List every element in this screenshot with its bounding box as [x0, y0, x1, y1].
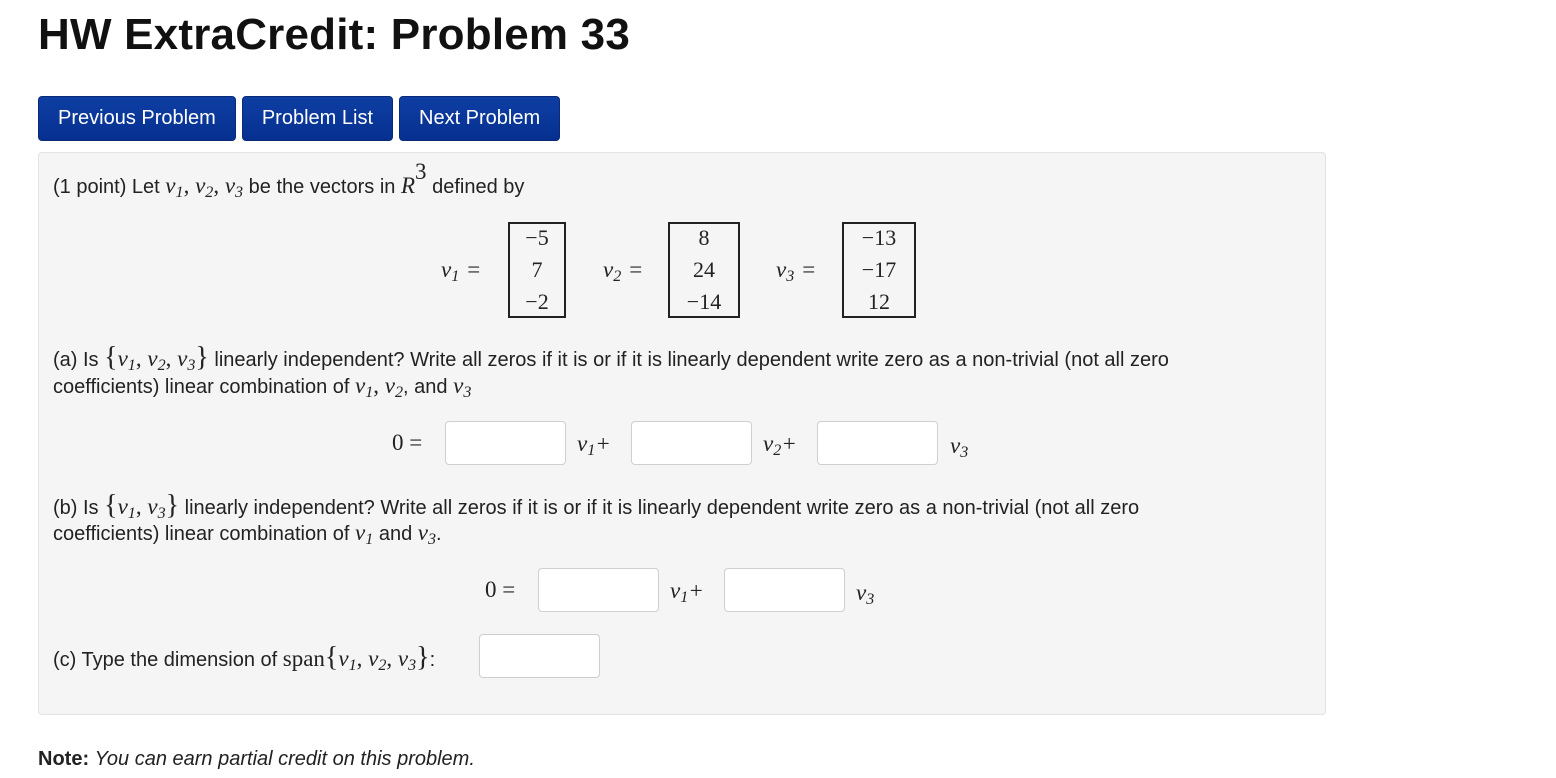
- part-a-coefficient-v3-input[interactable]: [817, 421, 938, 465]
- part-b-zero-equals: 0 =: [485, 577, 516, 602]
- part-a-v1-term: $v_1+$: [577, 431, 611, 460]
- part-b-coefficient-v1-input[interactable]: [538, 568, 659, 612]
- vector-v3-label: $v_3$ =: [776, 257, 816, 286]
- part-b-question: (b) Is {$v_1$, $v_3$} linearly independent? Write all zeros if it is or if it is linearly dependent write zero as a non-trivial (not all zero: [53, 490, 1140, 523]
- problem-intro: (1 point) Let $v_1$, $v_2$, $v_3$ be the vectors in $R^3$ defined by: [53, 159, 525, 201]
- v1-entry-2: 7: [531, 257, 543, 282]
- part-b-question-line2: coefficients) linear combination of $v_1$ and $v_3$.: [53, 520, 442, 549]
- v2-entry-2: 24: [693, 257, 715, 282]
- vector-v3-matrix: [842, 222, 916, 318]
- v2-entry-1: 8: [698, 225, 710, 250]
- part-a-v3-term: $v_3$: [950, 433, 969, 462]
- v3-entry-2: −17: [861, 257, 897, 282]
- part-a-v2-term: $v_2+$: [763, 431, 797, 460]
- previous-problem-button[interactable]: Previous Problem: [38, 96, 236, 141]
- vector-v1-label: $v_1$ =: [441, 257, 481, 286]
- part-c-dimension-input[interactable]: [479, 634, 600, 678]
- part-a-question-line2: coefficients) linear combination of $v_1$, $v_2$, and $v_3$: [53, 373, 472, 402]
- next-problem-button[interactable]: Next Problem: [399, 96, 560, 141]
- part-b-v3-term: $v_3$: [856, 580, 875, 609]
- vector-v2-label: $v_2$ =: [603, 257, 643, 286]
- v3-entry-1: −13: [861, 225, 897, 250]
- v1-entry-1: −5: [525, 225, 549, 250]
- part-a-zero-equals: 0 =: [392, 430, 423, 455]
- partial-credit-note: Note: You can earn partial credit on this problem.: [38, 748, 475, 770]
- problem-list-button[interactable]: Problem List: [242, 96, 393, 141]
- vector-v2-matrix: [668, 222, 740, 318]
- part-a-coefficient-v1-input[interactable]: [445, 421, 566, 465]
- part-b-coefficient-v3-input[interactable]: [724, 568, 845, 612]
- problem-navigation: [38, 96, 560, 141]
- part-b-v1-term: $v_1+$: [670, 578, 704, 607]
- vector-v1-matrix: [508, 222, 566, 318]
- part-a-coefficient-v2-input[interactable]: [631, 421, 752, 465]
- page-title: HW ExtraCredit: Problem 33: [38, 10, 631, 59]
- v1-entry-3: −2: [525, 289, 549, 314]
- v3-entry-3: 12: [868, 289, 890, 314]
- part-a-question: (a) Is {$v_1$, $v_2$, $v_3$} linearly independent? Write all zeros if it is or if it is linearly dependent write zero as a non-trivial (not all zero: [53, 342, 1169, 375]
- part-c-question: (c) Type the dimension of $span\{v_1$, $v_2$, $v_3$}:: [53, 642, 436, 675]
- v2-entry-3: −14: [686, 289, 722, 314]
